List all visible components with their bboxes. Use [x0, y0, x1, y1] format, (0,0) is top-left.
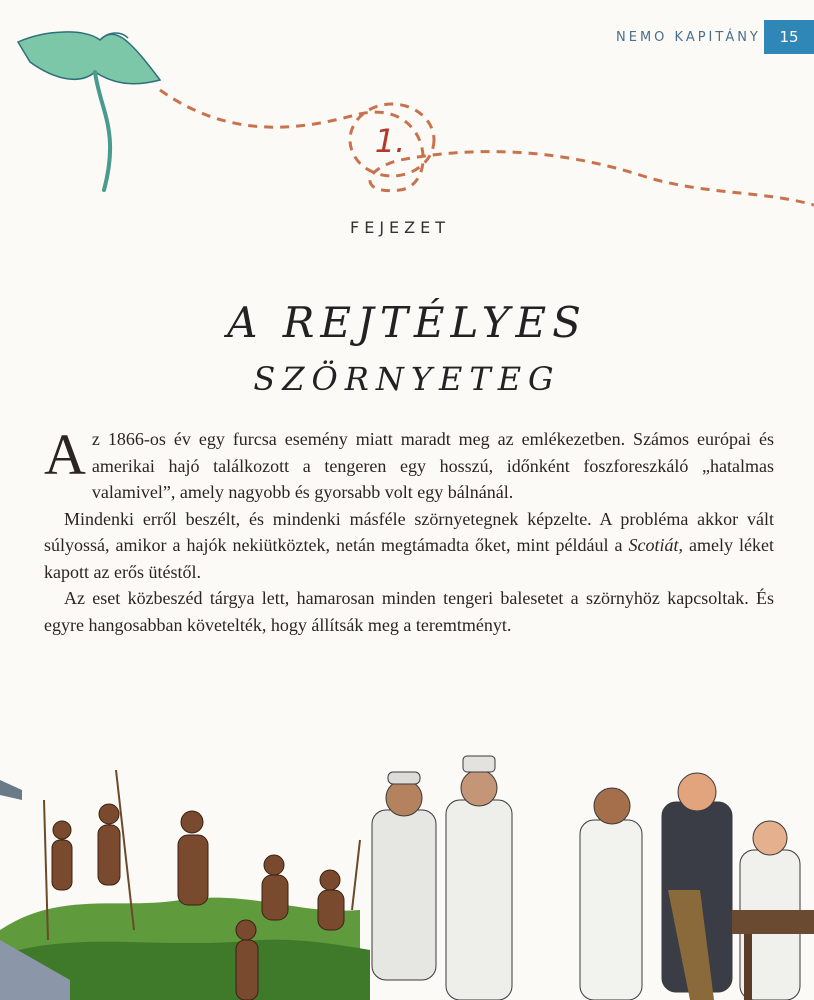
paragraph-2: [44, 506, 774, 586]
chapter-title-line-1: A REJTÉLYES: [227, 298, 587, 347]
crew-and-natives-illustration: [0, 740, 814, 1000]
chapter-number: 1.: [374, 122, 406, 160]
paragraph-3: [44, 585, 774, 638]
chapter-title-line-2: SZÖRNYETEG: [253, 360, 561, 398]
chapter-label: FEJEZET: [350, 218, 450, 237]
drop-cap: A: [44, 422, 86, 487]
running-header-title: NEMO KAPITÁNY: [616, 30, 761, 45]
paragraph-3-text: Az eset közbeszéd tárgya lett, hamarosan minden tengeri balesetet a szörnyhöz kapcsoltak. És egyre hangosabban követelték, hogy állítsák meg a teremtményt.: [44, 588, 774, 635]
paragraph-1-text: z 1866-os év egy furcsa esemény miatt maradt meg az emlékezetben. Számos európai és amerikai hajó találkozott a tengeren egy hosszú, időnként foszforeszkáló „hatalmas valamivel”, amely nagyobb és gyorsabb volt egy bálnánál.: [91, 429, 774, 502]
page-number: 15: [779, 28, 799, 46]
paragraph-2-italic: Scotiát,: [628, 535, 684, 555]
paragraph-2-text-a: Mindenki erről beszélt, és mindenki másféle szörnyetegnek képzelte. A probléma akkor vált súlyossá, amikor a hajók nekiütköztek, netán megtámadta őket, mint például a: [44, 508, 774, 555]
paragraph-1: [44, 422, 774, 506]
manta-ray-icon: [18, 32, 160, 190]
body-text: [44, 422, 775, 638]
paragraph-2-text-b: amely léket kapott az erős ütéstől.: [44, 535, 775, 582]
